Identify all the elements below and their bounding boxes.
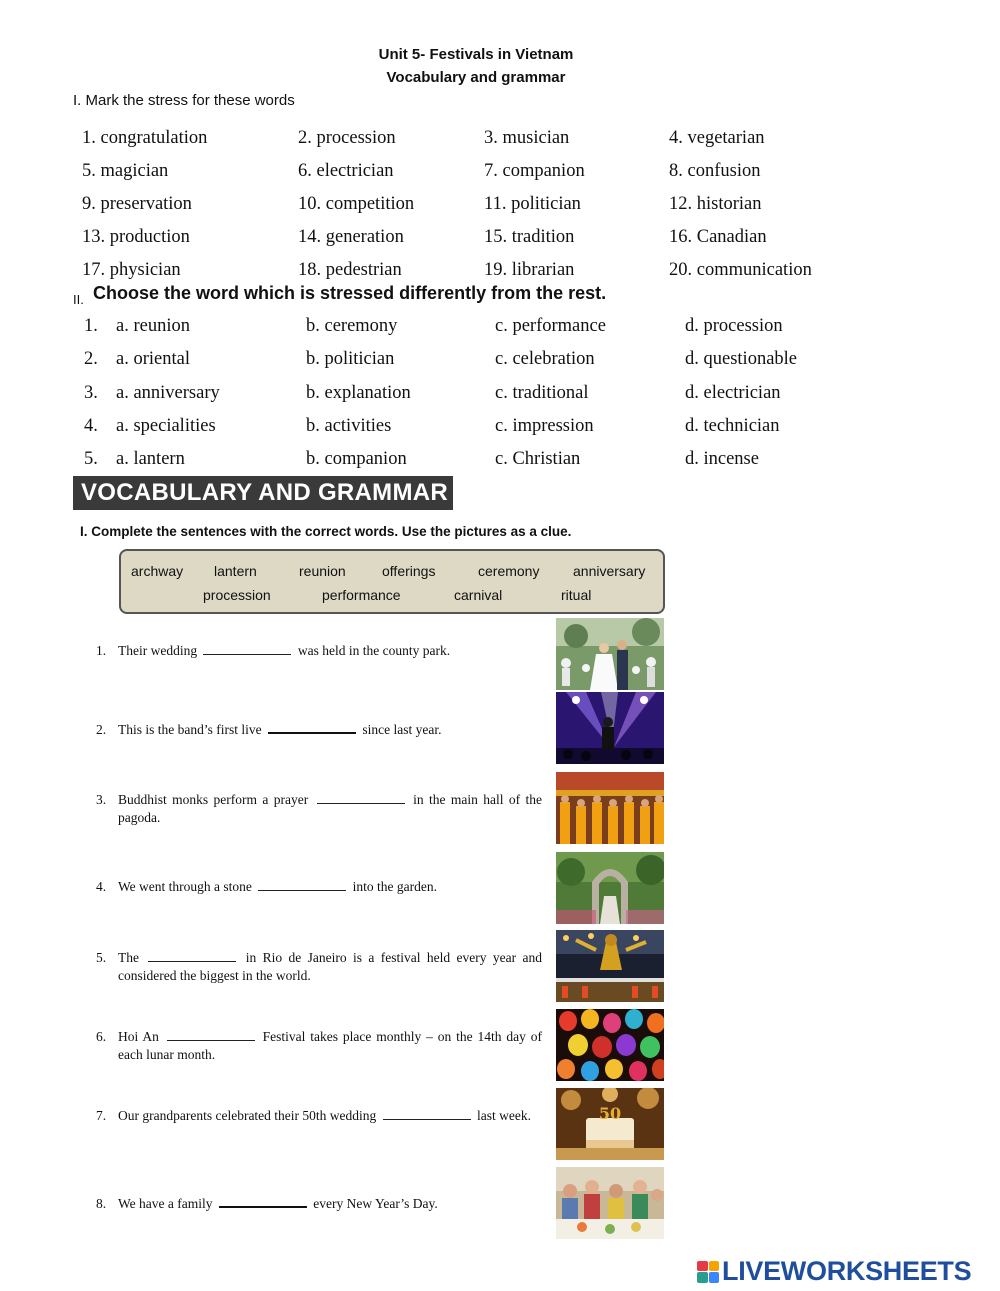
word-bank-item: anniversary [573,563,646,579]
choice-number: 2. [84,349,98,370]
question-1 [96,642,542,660]
question-text: We have a family [118,1196,216,1211]
question-7 [96,1107,542,1125]
choice-number: 1. [84,316,98,337]
word-bank-item: lantern [214,563,257,579]
answer-blank[interactable] [167,1030,255,1041]
word-item: 3. musician [484,128,570,148]
question-text: in Rio de Janeiro is a festival held every year and considered the biggest in the world. [118,950,542,983]
word-item: 19. librarian [484,260,575,280]
answer-blank[interactable] [268,722,356,734]
choice-row [84,343,884,376]
question-text: Their wedding [118,643,201,658]
word-item: 13. production [82,227,190,247]
question-3 [96,791,542,827]
choice-row [84,410,884,443]
question-number: 7. [96,1108,107,1123]
question-number: 8. [96,1196,107,1211]
question-4 [96,878,542,896]
word-bank-item: ritual [561,587,592,603]
lantern-festival-image [556,1009,664,1081]
section1-heading: I. Mark the stress for these words [73,92,295,109]
choice-number: 3. [84,382,98,403]
word-row [82,155,882,188]
choice-b: b. ceremony [306,316,398,337]
answer-blank[interactable] [148,951,236,962]
word-row [82,188,882,221]
word-row [82,221,882,254]
question-number: 3. [96,792,107,807]
word-item: 6. electrician [298,161,394,181]
question-text: in the main hall of the pagoda. [118,792,542,825]
anniversary-cake-image [556,1088,664,1160]
choice-c: c. Christian [495,449,581,470]
word-item: 11. politician [484,194,581,214]
question-text: into the garden. [349,879,437,894]
choice-row [84,443,884,476]
question-2 [96,721,542,739]
answer-blank[interactable] [317,793,405,804]
word-row [82,122,882,155]
worksheet-subtitle: Vocabulary and grammar [386,69,566,86]
vocab-grammar-banner: VOCABULARY AND GRAMMAR [73,476,453,510]
word-bank-item: reunion [299,563,346,579]
section3-heading: I. Complete the sentences with the correct words. Use the pictures as a clue. [80,524,572,539]
word-item: 2. procession [298,128,396,148]
choice-d: d. technician [685,416,780,437]
choice-b: b. companion [306,449,407,470]
word-item: 9. preservation [82,194,192,214]
question-text: The [118,950,146,965]
choice-number: 4. [84,416,98,437]
word-bank-item: carnival [454,587,503,603]
choice-a: a. oriental [116,349,190,370]
question-text: Hoi An [118,1029,164,1044]
word-item: 4. vegetarian [669,128,765,148]
answer-blank[interactable] [219,1196,307,1208]
choice-d: d. questionable [685,349,798,370]
question-number: 6. [96,1029,107,1044]
question-text: Our grandparents celebrated their 50th wedding [118,1108,380,1123]
question-text: This is the band’s first live [118,722,265,737]
question-text: since last year. [358,722,442,737]
stress-choice-grid [84,310,884,476]
word-item: 1. congratulation [82,128,208,148]
answer-blank[interactable] [258,880,346,891]
family-reunion-image [556,1167,664,1239]
question-8 [96,1195,542,1213]
section2-number: II. [73,292,84,307]
choice-a: a. anniversary [116,382,220,403]
word-bank-item: performance [322,587,401,603]
word-item: 10. competition [298,194,415,214]
live-concert-image [556,692,664,764]
question-number: 2. [96,722,107,737]
question-6 [96,1028,542,1064]
choice-number: 5. [84,449,98,470]
choice-b: b. politician [306,349,395,370]
question-text: We went through a stone [118,879,256,894]
choice-c: c. impression [495,416,594,437]
worksheet-title: Unit 5- Festivals in Vietnam [378,46,574,63]
choice-row [84,310,884,343]
question-text: last week. [473,1108,532,1123]
question-5 [96,949,542,985]
word-bank-item: procession [203,587,271,603]
word-bank-item: archway [131,563,184,579]
choice-c: c. performance [495,316,606,337]
choice-d: d. procession [685,316,783,337]
choice-row [84,377,884,410]
liveworksheets-logo [697,1256,971,1287]
word-item: 7. companion [484,161,585,181]
choice-a: a. lantern [116,449,185,470]
section2-heading: Choose the word which is stressed differently from the rest. [93,283,607,303]
answer-blank[interactable] [383,1109,471,1120]
monks-ritual-image [556,772,664,844]
word-item: 20. communication [669,260,812,280]
question-number: 5. [96,950,107,965]
word-item: 8. confusion [669,161,761,181]
choice-a: a. reunion [116,316,190,337]
choice-b: b. explanation [306,382,411,403]
logo-icon [697,1261,719,1283]
question-text: was held in the county park. [294,643,451,658]
choice-a: a. specialities [116,416,216,437]
carnival-image [556,930,664,1002]
word-item: 18. pedestrian [298,260,402,280]
word-bank-item: offerings [382,563,436,579]
wedding-ceremony-image [556,618,664,690]
question-text: Buddhist monks perform a prayer [118,792,314,807]
word-item: 12. historian [669,194,762,214]
question-number: 1. [96,643,107,658]
choice-b: b. activities [306,416,392,437]
word-bank-item: ceremony [478,563,540,579]
stress-word-grid [82,122,882,287]
choice-d: d. incense [685,449,759,470]
word-item: 15. tradition [484,227,575,247]
word-item: 17. physician [82,260,181,280]
choice-c: c. traditional [495,382,589,403]
word-item: 14. generation [298,227,404,247]
logo-text: LIVEWORKSHEETS [722,1256,972,1286]
question-text: Festival takes place monthly – on the 14th day of each lunar month. [118,1029,542,1062]
answer-blank[interactable] [203,644,291,655]
choice-c: c. celebration [495,349,595,370]
word-item: 5. magician [82,161,169,181]
stone-archway-image [556,852,664,924]
choice-d: d. electrician [685,382,781,403]
question-text: every New Year’s Day. [309,1196,438,1211]
word-item: 16. Canadian [669,227,767,247]
cake-number: 50 [598,1104,622,1123]
word-bank [119,549,665,614]
question-number: 4. [96,879,107,894]
